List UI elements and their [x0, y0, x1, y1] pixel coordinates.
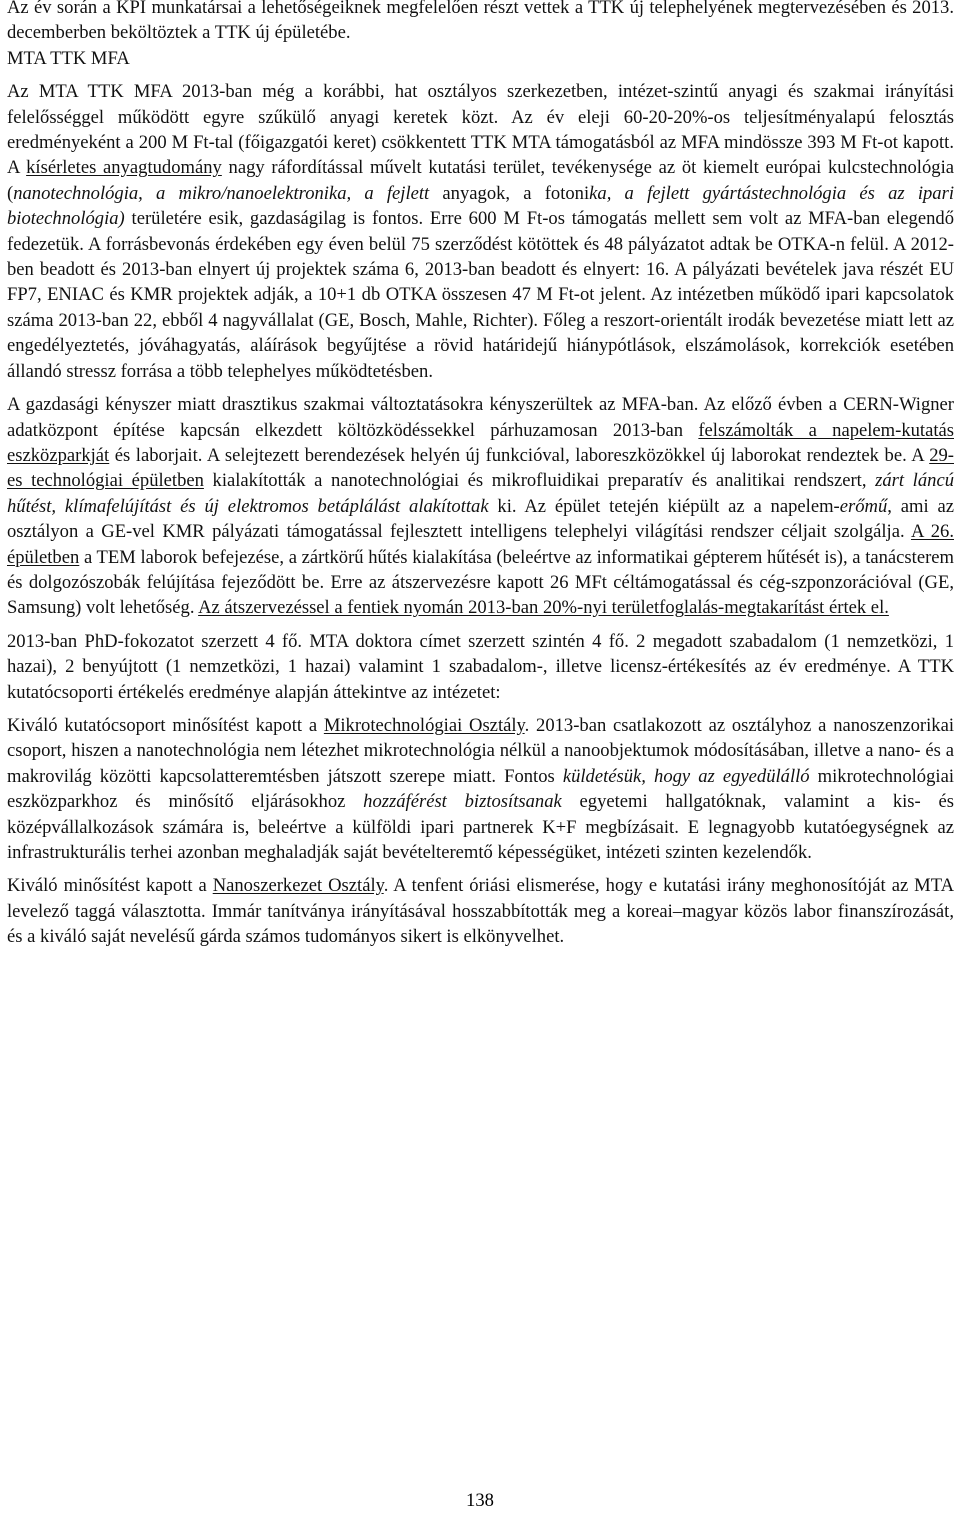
italic-phrase: ka, a fejlett gyártástechnológia és az ipari biotechnológia) [7, 182, 954, 230]
text-run: Az MTA TTK MFA 2013-ban még a korábbi, hat osztályos szerkezetben, intézet-szintű anyagi és szakmai irányítási felelősséggel működött egyre szűkülő anyagi keretek közt. Az év eleji 60-20-20%-os teljesítményalapú felosztás eredményeként a 200 M Ft-tal (főigazgatói keret) csökkentett TTK MTA támogatásból az MFA mindössze 393 M Ft-ot kapott. A [7, 81, 954, 179]
paragraph-mfa-finances [7, 79, 954, 384]
text-run: ki. Az épület tetején kiépült az a napelem- [488, 495, 840, 517]
underlined-phrase: Az átszervezéssel a fentiek nyomán 2013-ban 20%-nyi területfoglalás-megtakarítást értek el. [198, 597, 889, 619]
text-run: területére esik, gazdaságilag is fontos. Erre 600 M Ft-os támogatás mellett sem volt az MFA-ban elegendő fedezetük. A forrásbevonás érdekében egy éven belül 75 szerződést kötöttek és 48 pályázatot adtak be OTKA-n felül. A 2012-ben beadott és 2013-ban elnyert új projektek száma 6, 2013-ban beadott és elnyert: 16. A pályázati bevételek java részét EU FP7, ENIAC és KMR projektek adják, a 10+1 db OTKA összesen 47 M Ft-ot jelent. Az intézetben működő ipari kapcsolatok száma 2013-ban 22, ebből 4 nagyvállalat (GE, Bosch, Mahle, Richter). Főleg a reszort-orientált irodák bevezetése miatt lett az engedélyeztetés, jóváhagyatás, aláírások begyűjtése a rövid határidejű hiánypótlások, elszámolások, korrekciók esetében állandó stressz forrása a több telephelyes működtetésben. [7, 208, 954, 382]
italic-phrase: zárt láncú hűtést, klímafelújítást és új elektromos betáplálást alakítottak [7, 470, 954, 517]
text-run: . A tenfent óriási elismerése, hogy e kutatási irány meghonosítóját az MTA levelező taggá választotta. Immár tanítványa irányításával hosszabbították meg a koreai–magyar közös labor finanszírozását, és a kiváló saját nevelésű gárda számos tudományos sikert is elkönyvelhet. [7, 875, 955, 948]
italic-phrase: hozzáférést biztosítsanak [363, 791, 562, 813]
text-run: nagy ráfordítással művelt kutatási terület, tevékenysége az öt kiemelt európai kulcstechnológia ( [7, 157, 954, 204]
underlined-phrase: 29-es technológiai épületben [7, 444, 954, 492]
text-run: kialakították a nanotechnológiai és mikrofluidikai preparatív és analitikai rendszert, [203, 470, 876, 492]
paragraph-restructuring [7, 392, 954, 621]
paragraph-phd-patents [7, 629, 954, 705]
paragraph-microtech-dept [7, 713, 954, 865]
text-run: anyagok, a fotoni [429, 182, 590, 204]
text-run: 2013-ban PhD-fokozatot szerzett 4 fő. MTA doktora címet szerzett szintén 4 fő. 2 megadott szabadalom (1 nemzetközi, 1 hazai), 2 benyújtott (1 nemzetközi, 1 hazai) valamint 1 szabadalom-, illetve licensz-értékesítés az év eredménye. A TTK kutatócsoporti értékelés eredménye alapján áttekintve az intézetet: [7, 630, 954, 703]
text-run: mikrotechnológiai eszközparkhoz és minősítő eljárásokhoz [7, 765, 954, 813]
italic-phrase: erőmű [839, 495, 888, 517]
text-run: Kiváló kutatócsoport minősítést kapott a [7, 714, 324, 736]
text-run: egyetemi hallgatóknak, valamint a kis- és középvállalkozások számára is, beleértve a külföldi ipari partnerek K+F megbízásait. E legnagyobb kutatóegységnek az infrastrukturális terhei azonban meghaladják saját bevételteremtő képességüket, intézeti szinten kezelendők. [7, 791, 955, 863]
italic-phrase: küldetésük, hogy az egyedülálló [562, 765, 810, 787]
italic-phrase: nanotechnológia, a mikro/nanoelektronika, a fejlett [13, 182, 430, 204]
text-run: Kiváló minősítést kapott a [7, 875, 213, 897]
text-run: , ami az osztályon a GE-vel KMR pályázati támogatással fejlesztett intelligens telephelyi világítási rendszer céljait szolgálja. [7, 495, 954, 543]
intro-text: Az év során a KPI munkatársai a lehetőségeiknek megfelelően részt vettek a TTK új telephelyének megtervezésében és 2013. decemberben beköltöztek a TTK új épületébe. [7, 0, 954, 44]
text-run: A gazdasági kényszer miatt drasztikus szakmai változtatásokra kényszerültek az MFA-ban. Az előző évben a CERN-Wigner adatközpont építése kapcsán elkezdett költözködéssekkel párhuzamosan 2013-ban [7, 394, 954, 441]
text-run: a TEM laborok befejezése, a zártkörű hűtés kialakítása (beleértve az informatikai gépterem hűtését is), a tanácsterem és dolgozószobák felújítása fejeződött be. Erre az átszervezésre kapott 26 MFt céltámogatással és cég-szponzorációval (GE, Samsung) volt lehetőség. [7, 546, 954, 619]
underlined-phrase: Nanoszerkezet Osztály [212, 875, 384, 897]
underlined-phrase: A 26. épületben [7, 521, 954, 568]
underlined-phrase: Mikrotechnológiai Osztály [323, 714, 525, 736]
section-heading [7, 46, 954, 71]
underlined-phrase: kísérletes anyagtudomány [26, 157, 222, 179]
underlined-phrase: felszámolták a napelem-kutatás eszközparkját [7, 419, 954, 466]
heading-text: MTA TTK MFA [7, 47, 130, 69]
paragraph-nanostructure-dept [7, 873, 954, 949]
paragraph-intro [7, 0, 954, 46]
text-run: és laborjait. A selejtezett berendezések helyén új funkcióval, laboreszközökkel új laborokat rendeztek be. A [109, 444, 930, 466]
page-number: 138 [466, 1490, 494, 1511]
text-run: . 2013-ban csatlakozott az osztályhoz a nanoszenzorikai csoport, hiszen a nanotechnológia nem létezhet mikrotechnológia nélkül a nanoobjektumok módosításában, illetve a nano- és a makrovilág közötti kapcsolatteremtésben játszott szerepe miatt. Fontos [7, 714, 955, 787]
